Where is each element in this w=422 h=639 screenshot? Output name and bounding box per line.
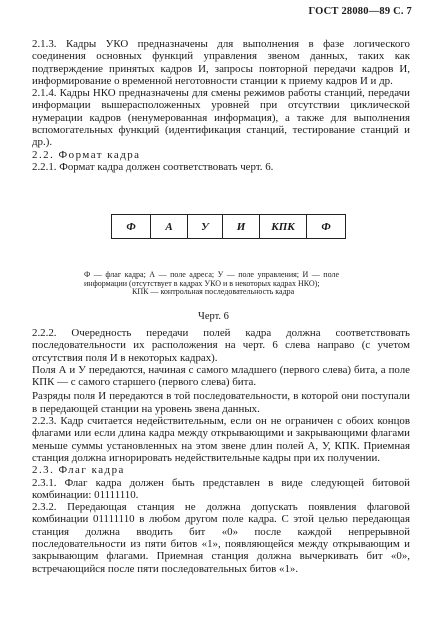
paragraph-2-1-4: 2.1.4. Кадры НКО предназначены для смены режимов работы станций, передачи информации вышерасположенных уровней при отсутствии циклической нумерации кадров (ненумерованная информация), а также для выполнения вспомогательных функций (идентификация станций, тестирование станций и др.). <box>32 87 410 149</box>
paragraph-2-3-1: 2.3.1. Флаг кадра должен быть представлен в виде следующей битовой комбинации: 01111110. <box>32 476 410 501</box>
figure-legend <box>84 271 339 297</box>
frame-field-information: И <box>223 215 260 238</box>
paragraph-fields-a-u: Поля А и У передаются, начиная с самого младшего (первого слева) бита, а поле КПК — с самого старшего (первого слева) бита. <box>32 363 410 389</box>
frame-field-fcs: КПК <box>260 215 307 238</box>
paragraph-2-2-2: 2.2.2. Очередность передачи полей кадра должна соответствовать последовательности их расположения на черт. 6 слева направо (с учетом отсутствия поля И в некоторых кадрах). <box>32 327 410 364</box>
legend-line-2: КПК — контрольная последовательность кадра <box>132 287 295 297</box>
text-block-bottom <box>0 327 422 575</box>
page-header: ГОСТ 28080—89 С. 7 <box>308 6 412 17</box>
frame-field-address: А <box>151 215 188 238</box>
paragraph-2-2-1: 2.2.1. Формат кадра должен соответствовать черт. 6. <box>32 160 274 173</box>
paragraph-info-bits: Разряды поля И передаются в той последовательности, в которой они поступали в передающей станции на уровень звена данных. <box>32 390 410 415</box>
paragraph-2-2-3: 2.2.3. Кадр считается недействительным, если он не ограничен с обоих концов флагами или если длина кадра между открывающими и закрывающими флагами меньше суммы установленных на этом звене длин полей А, У, КПК. Приемная станция должна игнорировать недействительные кадры при их получении. <box>32 415 410 464</box>
frame-field-control: У <box>188 215 223 238</box>
section-heading-2-2: 2.2. Формат кадра <box>32 148 141 161</box>
frame-field-flag-start: Ф <box>112 215 151 238</box>
paragraph-2-1-3: 2.1.3. Кадры УКО предназначены для выполнения в фазе логического соединения основных функций управления звеном данных, таких как подтверждение принятых кадров И, запросы повторной передачи кадров И, информирование о временной неготовности станции к приему кадров И и др. <box>32 38 410 87</box>
frame-format-diagram <box>111 214 346 239</box>
text-block-top <box>0 38 422 173</box>
frame-field-flag-end: Ф <box>321 220 331 233</box>
section-heading-2-3: 2.3. Флаг кадра <box>32 464 125 477</box>
paragraph-2-3-2: 2.3.2. Передающая станция не должна допускать появления флаговой комбинации 01111110 в любом другом поле кадра. С этой целью передающая станция должна вводить бит «0» после каждой непрерывной последовательности из пяти битов «1», появляющейся между открывающим и закрывающим флагами. Приемная станция должна вычеркивать бит «0», встречающийся после пяти последовательных битов «1». <box>32 501 410 575</box>
legend-line-1: Ф — флаг кадра; А — поле адреса; У — поле управления; И — поле информации (отсутствует в кадрах УКО и в некоторых кадрах НКО); <box>84 270 339 288</box>
figure-caption: Черт. 6 <box>198 311 229 322</box>
